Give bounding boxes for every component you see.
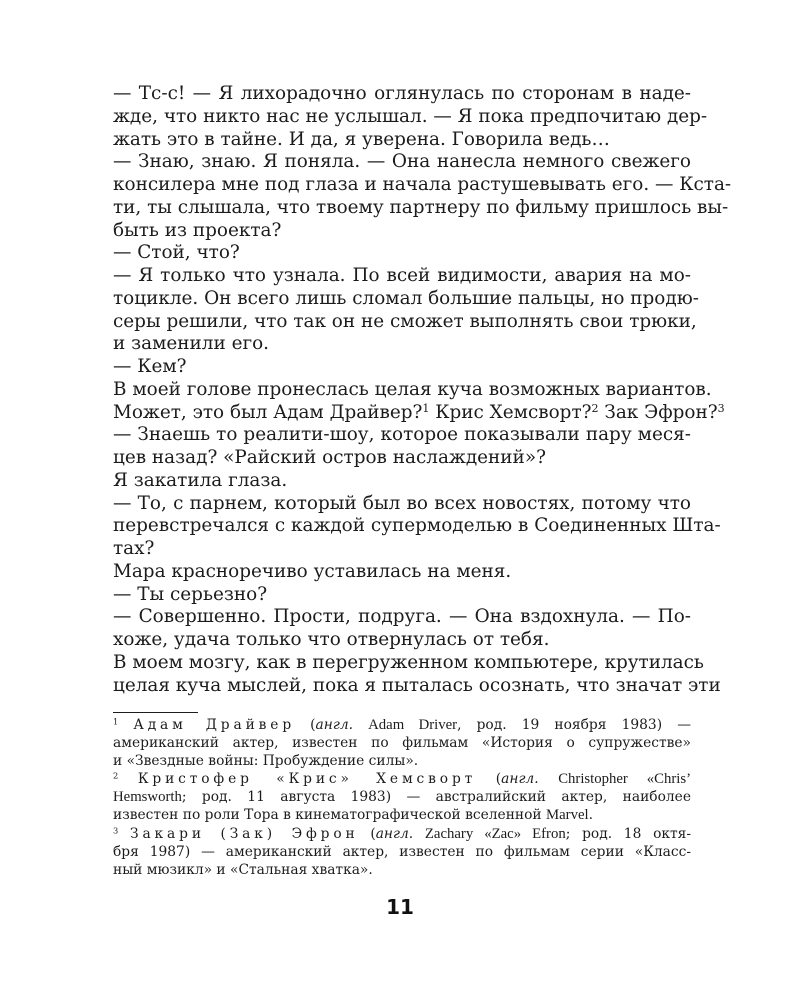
footnote-ref-3[interactable]: 3	[717, 401, 725, 415]
footnote-name: Кристофер «Крис» Хемсворт	[137, 771, 477, 788]
footnote-ref-1[interactable]: 1	[422, 401, 430, 415]
line-text: тах?	[113, 538, 155, 559]
body-line	[113, 584, 691, 607]
body-line	[113, 674, 721, 698]
footnote-lang: англ.	[375, 825, 414, 842]
line-text: жде, что никто нас не услышал. — Я пока предпочитаю дер-	[113, 105, 708, 127]
body-line	[113, 356, 691, 379]
footnote-number: 1	[113, 716, 119, 727]
line-text: — Кем?	[113, 356, 187, 377]
footnotes	[113, 716, 691, 879]
line-text: — Стой, что?	[113, 242, 240, 264]
line-text: — Знаю, знаю. Я поняла. — Она нанесла немного свежего	[113, 151, 691, 173]
footnote-text: , род. 19 ноября 1983) —	[457, 717, 691, 733]
footnote-3-line: $^3$ Закари (Зак) Эфрон (англ. Zachary «Zac» Efron; род. 18 октя-	[113, 825, 692, 842]
line-text: быть из проекта?	[113, 219, 282, 241]
line-text: серы решили, что так он не сможет выполнять свои трюки,	[113, 310, 697, 332]
footnote-lang: англ.	[501, 771, 539, 788]
footnote-number: 3	[113, 825, 119, 836]
footnote-text: и «Звездные войны: Пробуждение силы».	[113, 753, 419, 770]
footnote-2-line	[113, 788, 691, 806]
footnote-lang: англ.	[315, 717, 353, 733]
line-text: тоцикле. Он всего лишь сломал большие пальцы, но продю-	[113, 287, 699, 309]
body-line	[113, 220, 691, 243]
line-text: ти, ты слышала, что твоему партнеру по фильму пришлось вы-	[113, 196, 729, 218]
footnote-name: Адам Драйвер	[133, 717, 296, 733]
body-line	[113, 287, 699, 311]
footnote-divider	[113, 712, 198, 713]
line-text: Мара красноречиво уставилась на меня.	[113, 560, 512, 582]
line-text: — Знаешь то реалити-шоу, которое показывали пару меся-	[113, 424, 691, 446]
line-text: перевстречался с каждой супермоделью в Соединенных Шта-	[113, 515, 721, 537]
body-line	[113, 105, 708, 129]
footnote-original-name: Hemsworth	[113, 789, 182, 806]
footnote-text: бря 1987) — американский актер, известен по фильмам серии «Класс-	[113, 843, 691, 860]
body-line	[113, 151, 691, 174]
footnote-brand: Marvel	[546, 807, 589, 824]
line-text: и заменили его.	[113, 333, 270, 355]
body-line	[113, 242, 691, 265]
body-line-with-footnote-refs	[113, 401, 725, 425]
footnote-number: 2	[113, 770, 119, 781]
footnote-text: американский актер, известен по фильмам «История о супружестве»	[113, 735, 691, 752]
footnote-2-line: $^2$ Кристофер «Крис» Хемсворт (англ. Christopher «Chris’	[113, 770, 691, 788]
body-line	[113, 424, 691, 447]
body-line	[113, 651, 704, 675]
footnote-text: .	[588, 807, 593, 824]
footnote-original-name: Zachary «Zac» Efron	[424, 825, 566, 842]
line-text: В моей голове пронеслась целая куча возможных вариантов.	[113, 378, 712, 400]
footnote-1-line: $^1$ Адам Драйвер (англ. Adam Driver, род. 19 ноября 1983) —	[113, 716, 691, 733]
line-text: — Ты серьезно?	[113, 583, 268, 605]
body-line	[113, 493, 691, 516]
line-text: целая куча мыслей, пока я пыталась осознать, что значат эти	[113, 674, 721, 696]
footnote-original-name: Adam Driver	[368, 717, 458, 733]
page-number: 11	[386, 895, 414, 919]
footnote-name: Закари (Зак) Эфрон	[130, 825, 359, 842]
footnote-3-line	[113, 843, 691, 861]
line-text: — Я только что узнала. По всей видимости, авария на мо-	[113, 265, 691, 286]
body-line	[113, 265, 691, 288]
body-line	[113, 333, 691, 356]
body-line	[113, 129, 691, 152]
line-text: — То, с парнем, который был во всех новостях, потому что	[113, 492, 691, 514]
body-line	[113, 515, 721, 538]
line-text: Крис Хемсворт?	[429, 401, 592, 423]
body-text	[113, 83, 732, 697]
line-text: В моем мозгу, как в перегруженном компьютере, крутилась	[113, 651, 704, 673]
footnote-1-line	[113, 752, 691, 770]
line-text: — Тс-с! — Я лихорадочно оглянулась по сторонам в наде-	[113, 83, 691, 104]
body-line	[113, 174, 732, 197]
body-line	[113, 310, 697, 334]
line-text: цев назад? «Райский остров наслаждений»?	[113, 447, 546, 468]
line-text: Я закатила глаза.	[113, 469, 288, 491]
footnote-text: ный мюзикл» и «Стальная хватка».	[113, 861, 373, 878]
body-line	[113, 470, 691, 493]
body-line	[113, 83, 691, 106]
line-text: Может, это был Адам Драйвер?	[113, 401, 423, 423]
line-text: жать это в тайне. И да, я уверена. Говорила ведь…	[113, 128, 610, 150]
footnote-original-name: Christopher «Chris’	[558, 771, 691, 788]
body-line	[113, 378, 712, 402]
footnote-2-line	[113, 806, 691, 824]
body-line	[113, 561, 691, 584]
line-text: хоже, удача только что отвернулась от тебя.	[113, 629, 550, 650]
footnote-ref-2[interactable]: 2	[591, 401, 599, 415]
line-text: — Совершенно. Прости, подруга. — Она вздохнула. — По-	[113, 606, 691, 628]
body-line	[113, 629, 691, 652]
footnote-3-line	[113, 861, 691, 879]
body-line	[113, 606, 691, 629]
footnote-text: ; род. 11 августа 1983) — австралийский актер, наиболее	[181, 789, 691, 806]
body-line	[113, 447, 691, 470]
body-line	[113, 538, 691, 561]
line-text: Зак Эфрон?	[598, 401, 718, 423]
footnote-text: известен по роли Тора в кинематографической вселенной	[113, 807, 542, 824]
body-line	[113, 196, 729, 220]
line-text: консилера мне под глаза и начала растушевывать его. — Кста-	[113, 174, 732, 195]
footnote-text: ; род. 18 октя-	[565, 825, 692, 842]
footnote-1-line	[113, 734, 691, 752]
